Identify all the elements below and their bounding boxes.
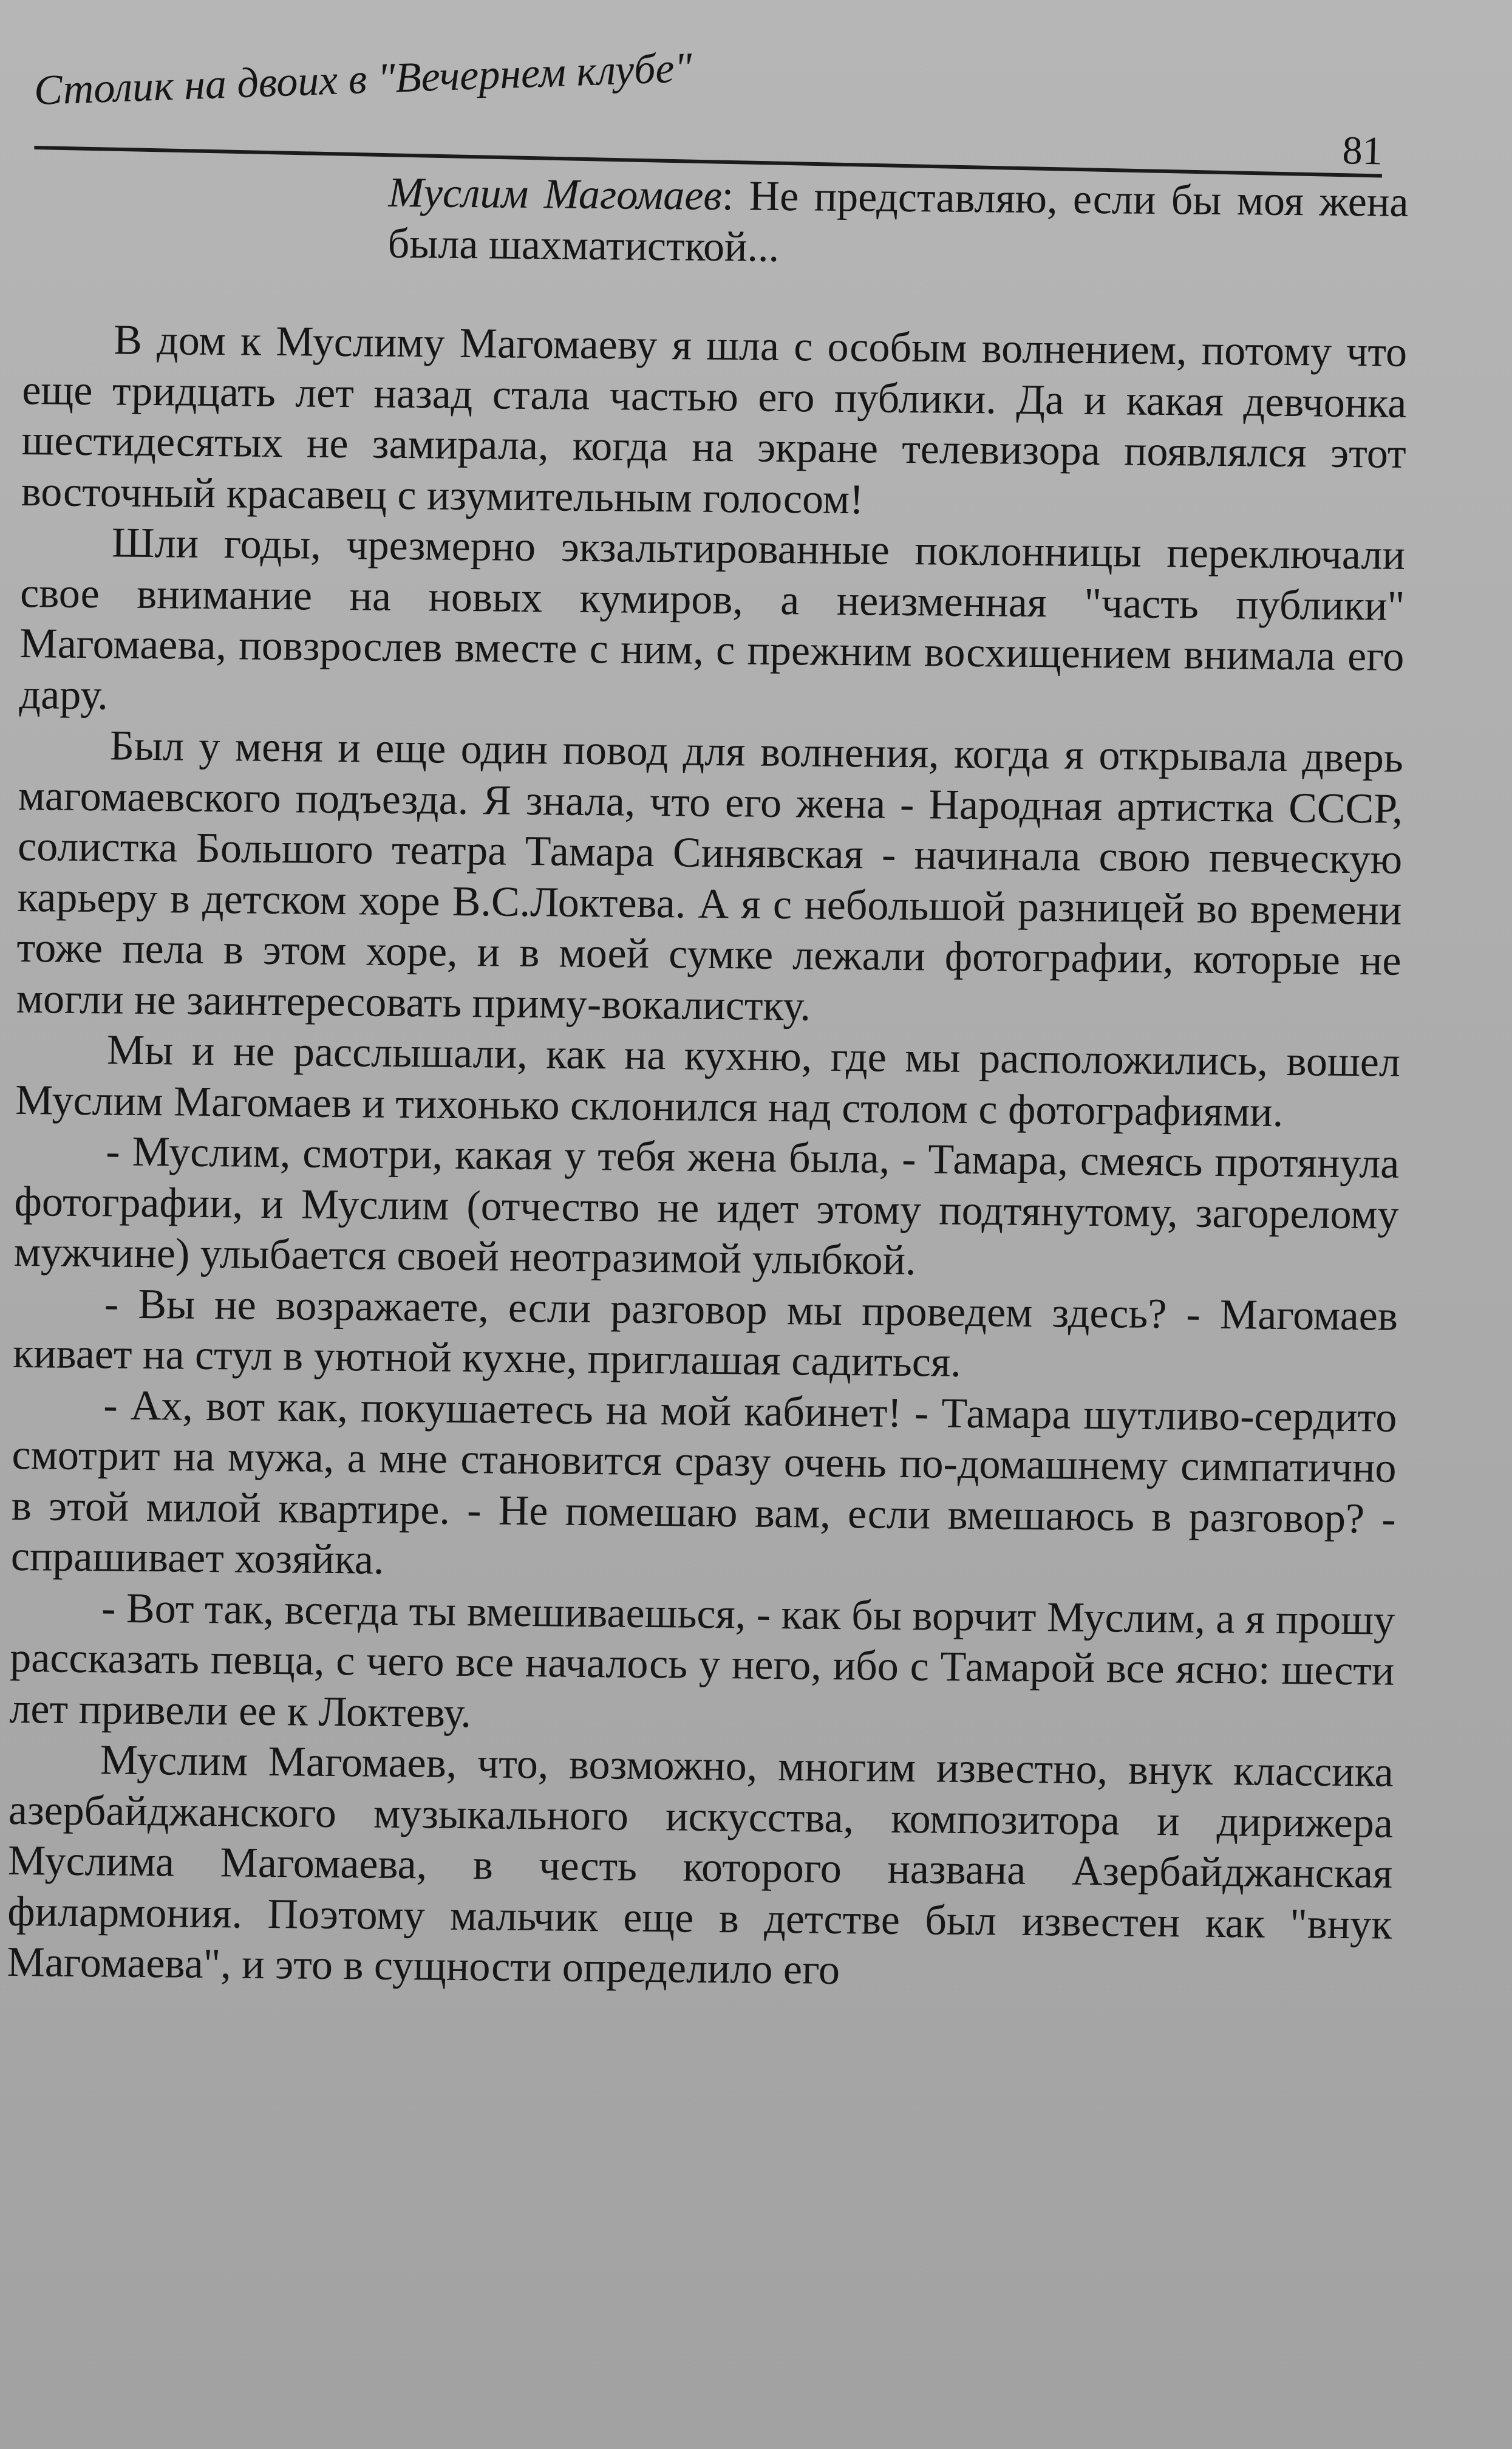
epigraph-text: : Не представляю, если бы моя жена была шахматисткой...: [387, 172, 1409, 271]
paragraph-2: Шли годы, чрезмерно экзальтированные поклонницы переключали свое внимание на новых кумиров, а неизменная "часть публики" Магомаева, повзрослев вместе с ним, с прежним восхищением внимала его дару.: [19, 519, 1406, 719]
paragraph-4: Мы и не расслышали, как на кухню, где мы расположились, вошел Муслим Магомаев и тихонько склонился над столом с фотографиями.: [15, 1026, 1401, 1136]
epigraph-speaker: Муслим Магомаев: [388, 169, 723, 220]
paragraph-7: - Ах, вот как, покушаетесь на мой кабинет! - Тамара шутливо-сердито смотрит на мужа, а мне становится сразу очень по-домашнему симпатично в этой милой квартире. - Не помешаю вам, если вмешаюсь в разговор? - спрашивает хозяйка.: [10, 1381, 1397, 1583]
paragraph-6: - Вы не возражаете, если разговор мы проведем здесь? - Магомаев кивает на стул в уютной кухне, приглашая садиться.: [12, 1280, 1398, 1386]
paragraph-9: Муслим Магомаев, что, возможно, многим известно, внук классика азербайджанского музыкального искусства, композитора и дирижера Муслима Магомаева, в честь которого названа Азербайджанская филармония. Поэтому мальчик еще в детстве был известен как "внук Магомаева", и это в сущности определило его: [7, 1737, 1394, 1994]
paragraph-5: - Муслим, смотри, какая у тебя жена была, - Тамара, смеясь протянула фотографии, и Муслим (отчество не идет этому подтянутому, загорелому мужчине) улыбается своей неотразимой улыбкой.: [13, 1128, 1400, 1285]
paragraph-3: Был у меня и еще один повод для волнения, когда я открывала дверь магомаевского подъезда. Я знала, что его жена - Народная артистка СССР, солистка Большого театра Тамара Синявская - начинала свою певческую карьеру в детском хоре В.С.Локтева. А я с небольшой разницей во времени тоже пела в этом хоре, и в моей сумке лежали фотографии, которые не могли не заинтересовать приму-вокалистку.: [16, 722, 1404, 1030]
paragraph-8: - Вот так, всегда ты вмешиваешься, - как бы ворчит Муслим, а я прошу рассказать певца, с чего все началось у него, ибо с Тамарой все ясно: шести лет привели ее к Локтеву.: [9, 1584, 1395, 1737]
article-text: [7, 164, 1409, 2001]
page-number: 81: [1341, 128, 1383, 174]
paragraph-1: В дом к Муслиму Магомаеву я шла с особым волнением, потому что еще тридцать лет назад стала частью его публики. Да и какая девчонка шестидесятых не замирала, когда на экране телевизора появлялся этот восточный красавец с изумительным голосом!: [21, 316, 1408, 523]
epigraph: [387, 168, 1409, 279]
running-title: Столик на двоих в "Вечернем клубе": [33, 44, 693, 114]
